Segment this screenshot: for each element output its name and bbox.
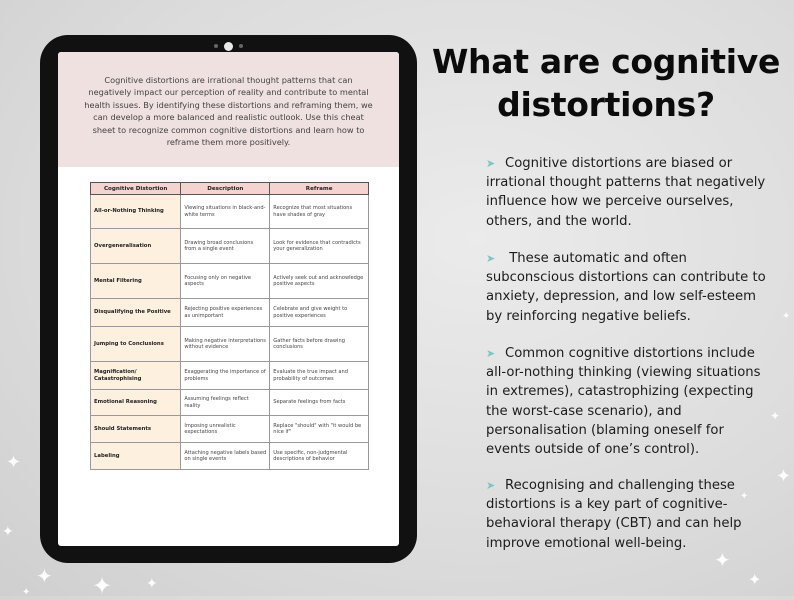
- bullet-text: These automatic and often subconscious distortions can contribute to anxiety, depression, and low self-esteem by reinforcing negative beliefs.: [486, 251, 770, 324]
- column-header: Reframe: [270, 183, 369, 195]
- table-row: [91, 299, 369, 327]
- distortion-name: Emotional Reasoning: [91, 390, 181, 416]
- distortion-description: Attaching negative labels based on single events: [181, 443, 270, 470]
- distortion-description: Viewing situations in black-and-white terms: [181, 195, 270, 229]
- table-row: [91, 443, 369, 470]
- sparkle-icon: ✦: [740, 491, 749, 502]
- distortion-reframe: Use specific, non-judgmental descriptions of behavior: [270, 443, 369, 470]
- sparkle-icon: ✦: [714, 548, 731, 572]
- distortion-reframe: Separate feelings from facts: [270, 390, 369, 416]
- sparkle-icon: ✦: [92, 572, 113, 600]
- sparkle-icon: ✦: [776, 466, 792, 487]
- column-header: Description: [181, 183, 270, 195]
- sparkle-icon: ✦: [2, 524, 14, 540]
- table-row: [91, 390, 369, 416]
- distortion-name: All-or-Nothing Thinking: [91, 195, 181, 229]
- distortion-reframe: Actively seek out and acknowledge positive aspects: [270, 264, 369, 299]
- camera-dot-icon: [239, 44, 243, 48]
- distortion-description: Focusing only on negative aspects: [181, 264, 270, 299]
- distortion-reframe: Evaluate the true impact and probability of outcomes: [270, 362, 369, 390]
- distortion-name: Disqualifying the Positive: [91, 299, 181, 327]
- distortion-description: Exaggerating the importance of problems: [181, 362, 270, 390]
- distortion-reframe: Celebrate and give weight to positive experiences: [270, 299, 369, 327]
- tablet-frame: [40, 35, 417, 563]
- sparkle-icon: ✦: [6, 452, 22, 473]
- sparkle-icon: ✦: [146, 576, 158, 592]
- distortion-description: Assuming feelings reflect reality: [181, 390, 270, 416]
- distortion-reframe: Replace "should" with "it would be nice if": [270, 416, 369, 443]
- sparkle-icon: ✦: [22, 587, 31, 598]
- distortion-reframe: Gather facts before drawing conclusions: [270, 327, 369, 362]
- sparkle-icon: ✦: [748, 570, 762, 589]
- intro-text: Cognitive distortions are irrational thought patterns that can negatively impact our perception of reality and contribute to mental health issues. By identifying these distortions and reframing them, we can develop a more balanced and realistic outlook. Use this cheat sheet to recognize common cognitive distortions and learn how to reframe them more positively.: [84, 75, 373, 148]
- chevron-right-icon: ➤: [486, 157, 496, 170]
- tablet-screen: [58, 52, 399, 546]
- table-header-row: [91, 183, 369, 195]
- chevron-right-icon: ➤: [486, 347, 496, 360]
- sparkle-icon: ✦: [36, 564, 53, 588]
- table-row: [91, 229, 369, 264]
- chevron-right-icon: ➤: [486, 252, 496, 265]
- table-row: [91, 327, 369, 362]
- bullet-text: Cognitive distortions are biased or irrational thought patterns that negatively influence how we perceive ourselves, others, and the world.: [486, 156, 766, 229]
- distortion-description: Rejecting positive experiences as unimportant: [181, 299, 270, 327]
- distortion-name: Magnification/ Catastrophising: [91, 362, 181, 390]
- distortion-description: Drawing broad conclusions from a single event: [181, 229, 270, 264]
- distortion-name: Mental Filtering: [91, 264, 181, 299]
- table-row: [91, 195, 369, 229]
- page-title: What are cognitive distortions?: [431, 42, 781, 124]
- bullet-item: [486, 154, 770, 231]
- distortion-reframe: Look for evidence that contradicts your generalization: [270, 229, 369, 264]
- bullet-item: [486, 344, 770, 459]
- table-row: [91, 264, 369, 299]
- chevron-right-icon: ➤: [486, 479, 496, 492]
- camera-lens-icon: [224, 42, 233, 51]
- bullet-text: Recognising and challenging these distortions is a key part of cognitive-behavioral therapy (CBT) and can help improve emotional well-being.: [486, 478, 742, 551]
- camera-dot-icon: [214, 44, 218, 48]
- distortion-name: Overgeneralisation: [91, 229, 181, 264]
- bullet-item: [486, 249, 770, 326]
- tablet-camera: [40, 41, 417, 51]
- distortion-description: Making negative interpretations without evidence: [181, 327, 270, 362]
- distortions-table: [90, 182, 369, 470]
- distortion-name: Labeling: [91, 443, 181, 470]
- bullet-text: Common cognitive distortions include all-or-nothing thinking (viewing situations in extremes), catastrophizing (expecting the worst-case scenario), and personalisation (blaming oneself for events outside of one’s control).: [486, 346, 761, 458]
- bullet-item: [486, 476, 770, 553]
- table-row: [91, 416, 369, 443]
- distortion-name: Should Statements: [91, 416, 181, 443]
- distortion-description: Imposing unrealistic expectations: [181, 416, 270, 443]
- sparkle-icon: ✦: [782, 311, 791, 322]
- sparkle-icon: ✦: [770, 409, 781, 423]
- distortion-reframe: Recognize that most situations have shades of gray: [270, 195, 369, 229]
- intro-panel: [58, 52, 399, 167]
- table-row: [91, 362, 369, 390]
- distortion-name: Jumping to Conclusions: [91, 327, 181, 362]
- column-header: Cognitive Distortion: [91, 183, 181, 195]
